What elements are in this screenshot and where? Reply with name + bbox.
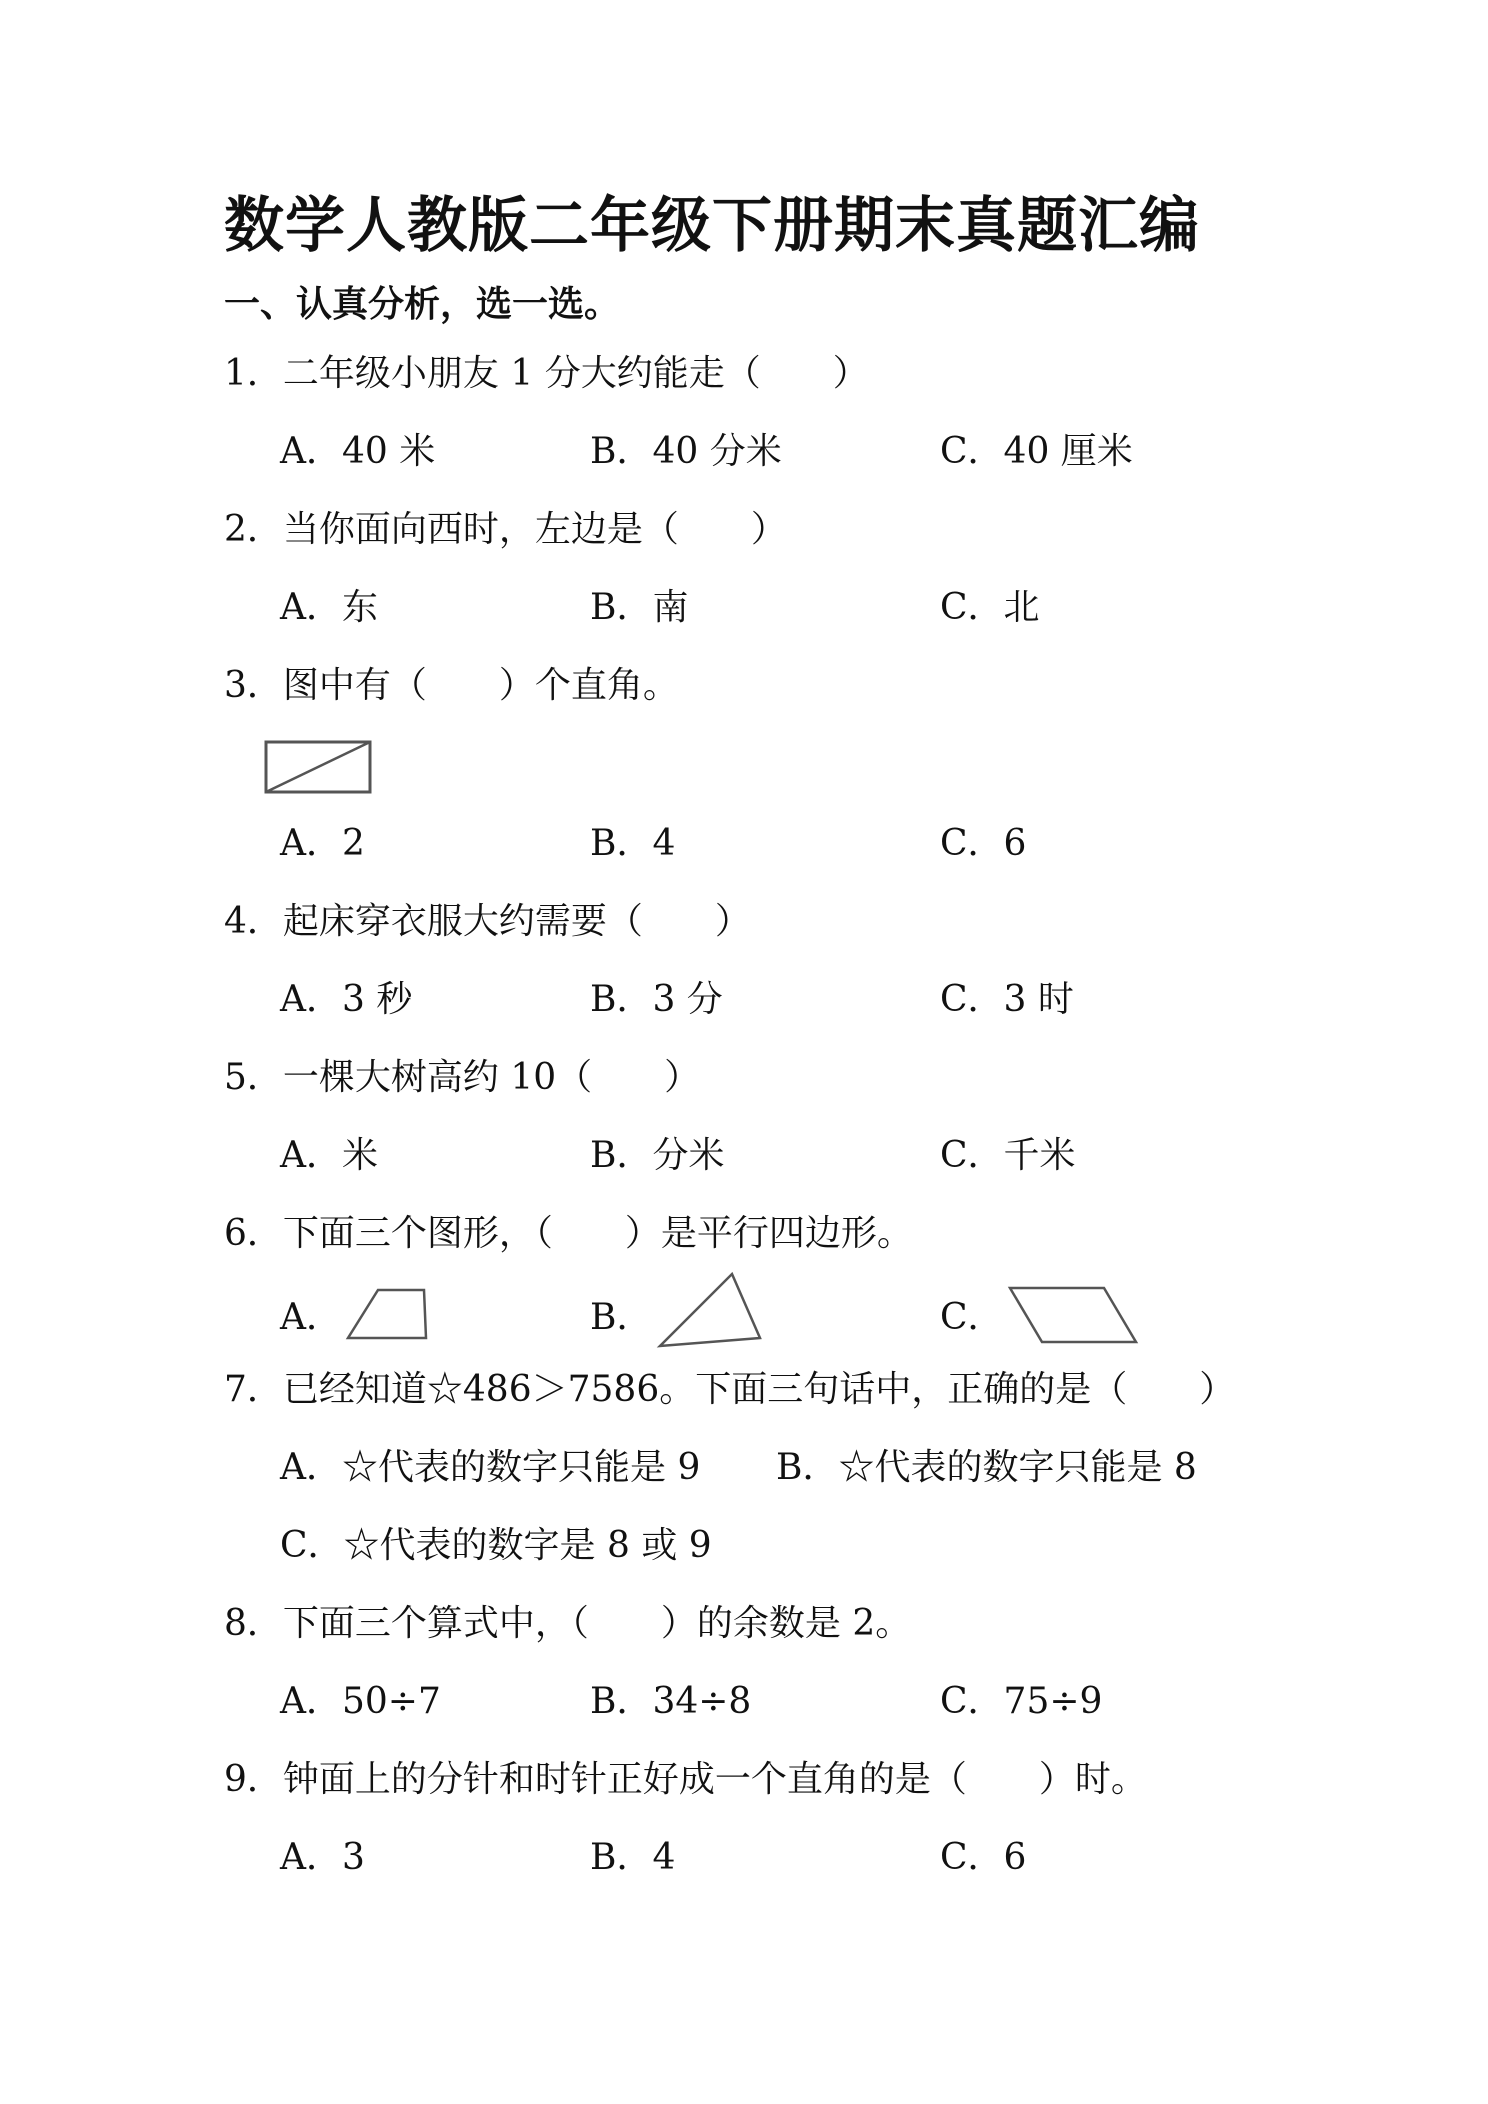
question-4-option-c[interactable]: C．3 时 — [940, 979, 1074, 1020]
rectangle-with-diagonal-icon — [262, 738, 374, 798]
section-heading: 一、认真分析，选一选。 — [224, 284, 621, 325]
question-3-option-a[interactable]: A．2 — [280, 823, 365, 864]
question-5-stem: 5．一棵大树高约 10（ ） — [224, 1057, 701, 1098]
trapezoid-icon[interactable] — [344, 1284, 430, 1344]
question-7-option-b[interactable]: B．☆代表的数字只能是 8 — [776, 1447, 1197, 1488]
question-6-option-b[interactable]: B． — [590, 1297, 653, 1338]
question-5-option-c[interactable]: C．千米 — [940, 1135, 1076, 1176]
question-9-option-c[interactable]: C．6 — [940, 1837, 1027, 1878]
question-8-option-c[interactable]: C．75÷9 — [940, 1681, 1103, 1722]
question-1-stem: 1．二年级小朋友 1 分大约能走（ ） — [224, 353, 869, 394]
question-2-option-c[interactable]: C．北 — [940, 587, 1040, 628]
question-4-stem: 4．起床穿衣服大约需要（ ） — [224, 901, 751, 942]
question-9-option-b[interactable]: B．4 — [590, 1837, 676, 1878]
question-7-option-c[interactable]: C．☆代表的数字是 8 或 9 — [280, 1525, 712, 1566]
triangle-icon[interactable] — [656, 1268, 764, 1352]
question-8-option-b[interactable]: B．34÷8 — [590, 1681, 752, 1722]
question-9-stem: 9．钟面上的分针和时针正好成一个直角的是（ ）时。 — [224, 1759, 1147, 1800]
question-1-option-c[interactable]: C．40 厘米 — [940, 431, 1133, 472]
question-8-stem: 8．下面三个算式中，（ ）的余数是 2。 — [224, 1603, 912, 1644]
question-9-option-a[interactable]: A．3 — [280, 1837, 365, 1878]
question-6-option-a[interactable]: A． — [280, 1297, 342, 1338]
question-2-option-a[interactable]: A．东 — [280, 587, 378, 628]
question-1-option-a[interactable]: A．40 米 — [280, 431, 436, 472]
question-4-option-a[interactable]: A．3 秒 — [280, 979, 413, 1020]
question-3-option-b[interactable]: B．4 — [590, 823, 676, 864]
parallelogram-icon[interactable] — [1006, 1282, 1142, 1348]
question-5-option-b[interactable]: B．分米 — [590, 1135, 725, 1176]
question-5-option-a[interactable]: A．米 — [280, 1135, 378, 1176]
question-1-option-b[interactable]: B．40 分米 — [590, 431, 782, 472]
question-2-option-b[interactable]: B．南 — [590, 587, 689, 628]
question-7-option-a[interactable]: A．☆代表的数字只能是 9 — [280, 1447, 701, 1488]
question-8-option-a[interactable]: A．50÷7 — [280, 1681, 441, 1722]
question-2-stem: 2．当你面向西时，左边是（ ） — [224, 509, 787, 550]
question-4-option-b[interactable]: B．3 分 — [590, 979, 723, 1020]
question-3-option-c[interactable]: C．6 — [940, 823, 1027, 864]
question-6-option-c[interactable]: C． — [940, 1297, 1004, 1338]
question-7-stem: 7．已经知道☆486＞7586。下面三句话中，正确的是（ ） — [224, 1369, 1236, 1410]
question-3-stem: 3．图中有（ ）个直角。 — [224, 665, 679, 706]
page-title: 数学人教版二年级下册期末真题汇编 — [224, 191, 1200, 261]
question-6-stem: 6．下面三个图形，（ ）是平行四边形。 — [224, 1213, 913, 1254]
